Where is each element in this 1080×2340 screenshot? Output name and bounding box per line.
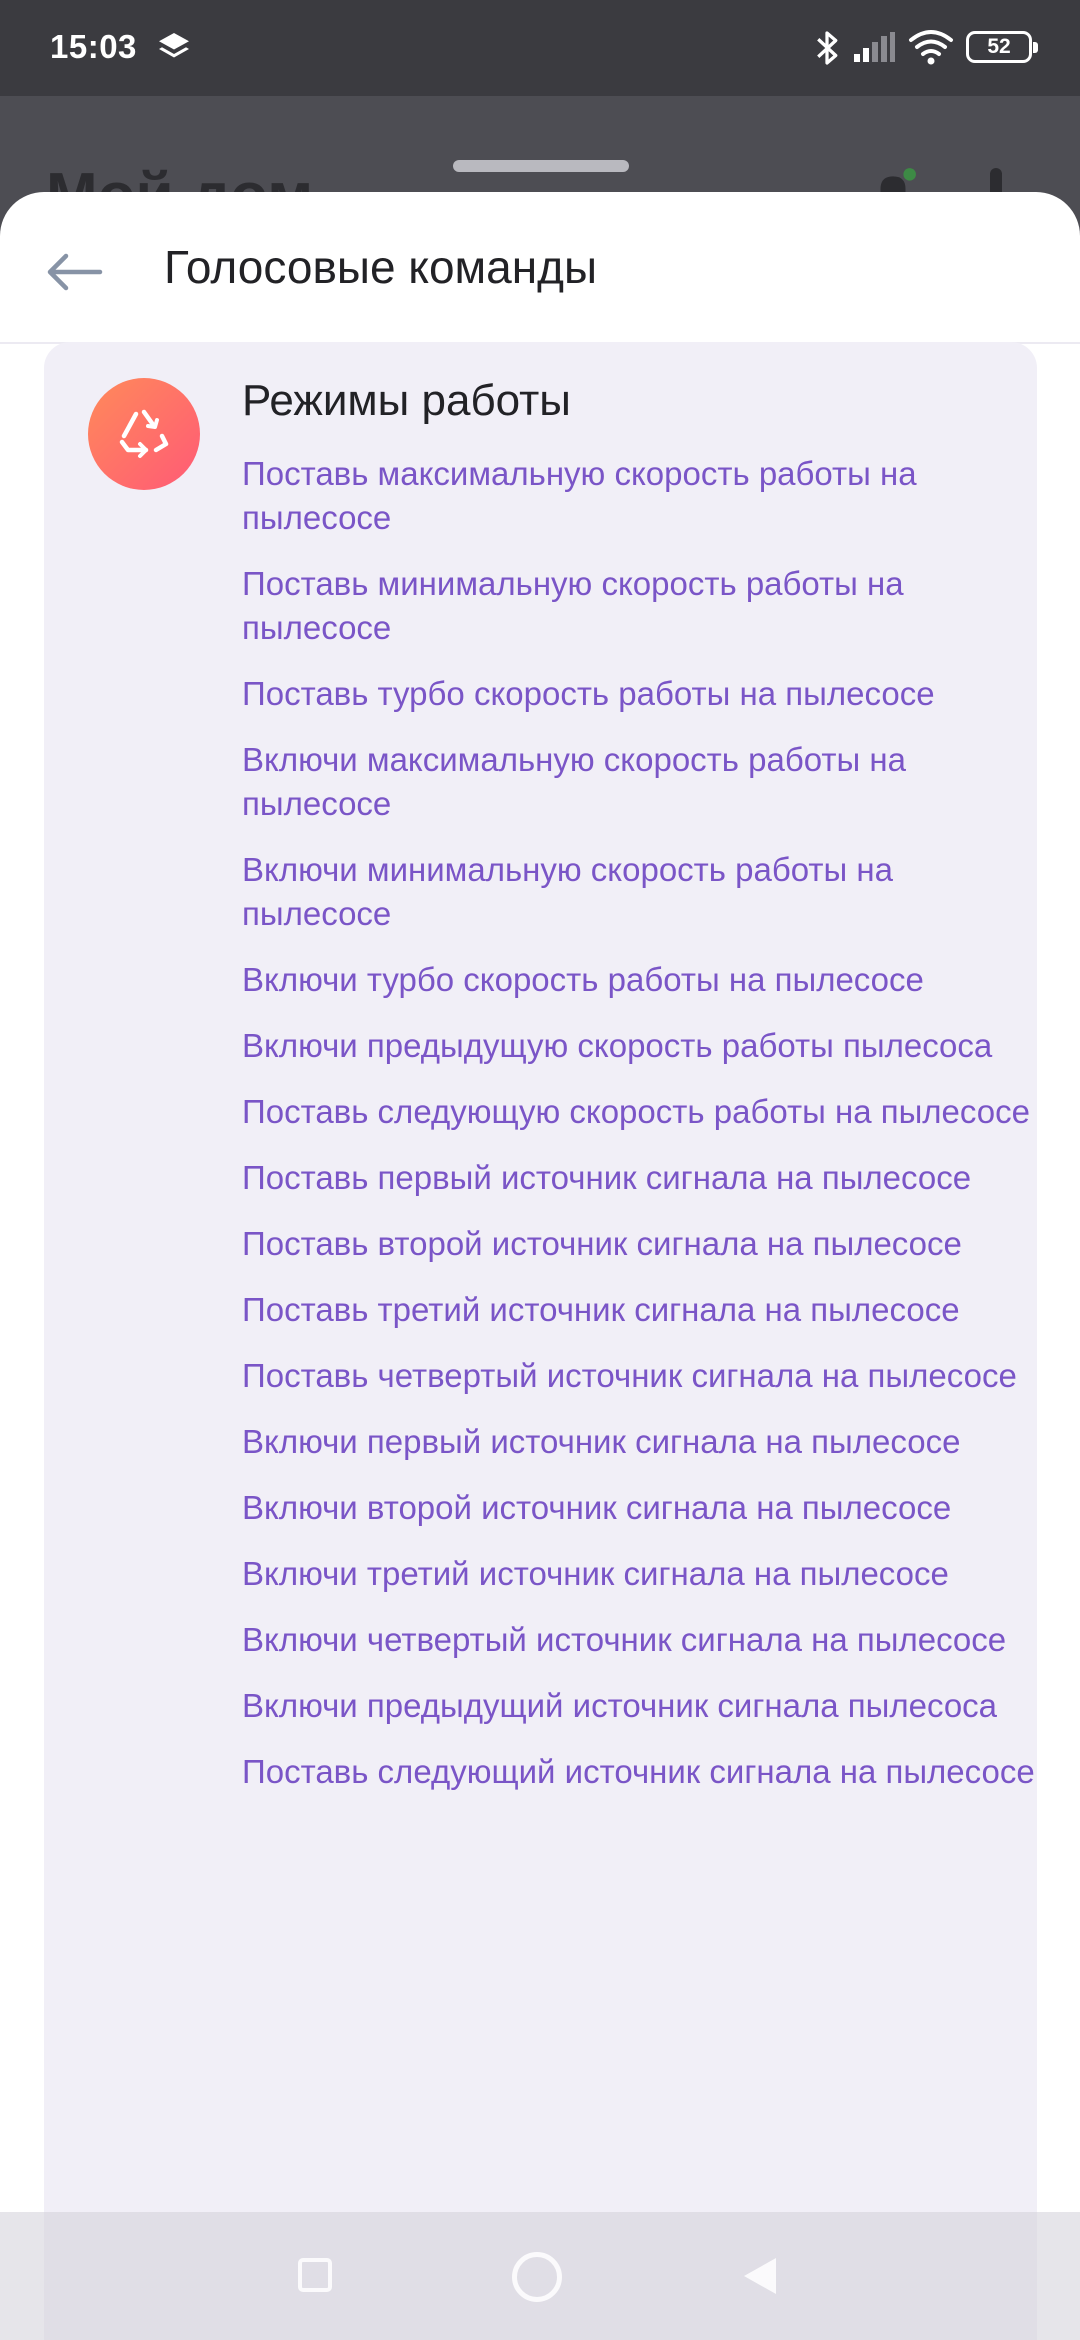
command-item[interactable]: Поставь третий источник сигнала на пылесосе (242, 1291, 960, 1328)
command-item[interactable]: Включи турбо скорость работы на пылесосе (242, 961, 924, 998)
command-item[interactable]: Поставь минимальную скорость работы на пылесосе (242, 565, 904, 646)
sheet-drag-handle[interactable] (453, 160, 629, 172)
command-item[interactable]: Поставь второй источник сигнала на пылесосе (242, 1225, 962, 1262)
command-item[interactable]: Поставь турбо скорость работы на пылесосе (242, 675, 935, 712)
command-item[interactable]: Включи третий источник сигнала на пылесосе (242, 1555, 949, 1592)
commands-list (242, 452, 1042, 1816)
home-button[interactable] (512, 2252, 562, 2302)
command-item[interactable]: Включи первый источник сигнала на пылесосе (242, 1423, 961, 1460)
signal-icon (852, 32, 896, 64)
command-item[interactable]: Поставь первый источник сигнала на пылесосе (242, 1159, 972, 1196)
command-item[interactable]: Включи предыдущий источник сигнала пылесоса (242, 1687, 998, 1724)
navigation-bar (0, 2212, 1080, 2340)
command-item[interactable]: Включи минимальную скорость работы на пылесосе (242, 851, 893, 932)
command-item[interactable]: Поставь следующий источник сигнала на пылесосе (242, 1753, 1035, 1790)
sheet-title: Голосовые команды (164, 241, 598, 293)
back-triangle-icon[interactable] (740, 2254, 780, 2298)
command-item[interactable]: Включи второй источник сигнала на пылесосе (242, 1489, 952, 1526)
battery-level: 52 (987, 35, 1011, 58)
bluetooth-icon (812, 28, 842, 68)
sheet-header (0, 192, 1080, 344)
status-time: 15:03 (50, 28, 137, 65)
recycle-triangle-icon (88, 378, 200, 490)
recents-button[interactable] (298, 2258, 332, 2292)
command-item[interactable]: Включи предыдущую скорость работы пылесоса (242, 1027, 993, 1064)
voice-commands-sheet (0, 192, 1080, 2340)
command-item[interactable]: Поставь четвертый источник сигнала на пылесосе (242, 1357, 1017, 1394)
status-bar (0, 0, 1080, 96)
command-item[interactable]: Поставь следующую скорость работы на пылесосе (242, 1093, 1030, 1130)
card-heading: Режимы работы (242, 376, 571, 425)
battery-icon (966, 31, 1032, 63)
layers-icon (156, 30, 192, 66)
commands-card (44, 342, 1037, 2340)
command-item[interactable]: Включи максимальную скорость работы на пылесосе (242, 741, 906, 822)
recycle-triangle-glyph (114, 404, 174, 464)
command-item[interactable]: Поставь максимальную скорость работы на пылесосе (242, 455, 917, 536)
command-item[interactable]: Включи четвертый источник сигнала на пылесосе (242, 1621, 1007, 1658)
wifi-icon (908, 28, 954, 66)
arrow-left-icon[interactable] (36, 232, 116, 312)
